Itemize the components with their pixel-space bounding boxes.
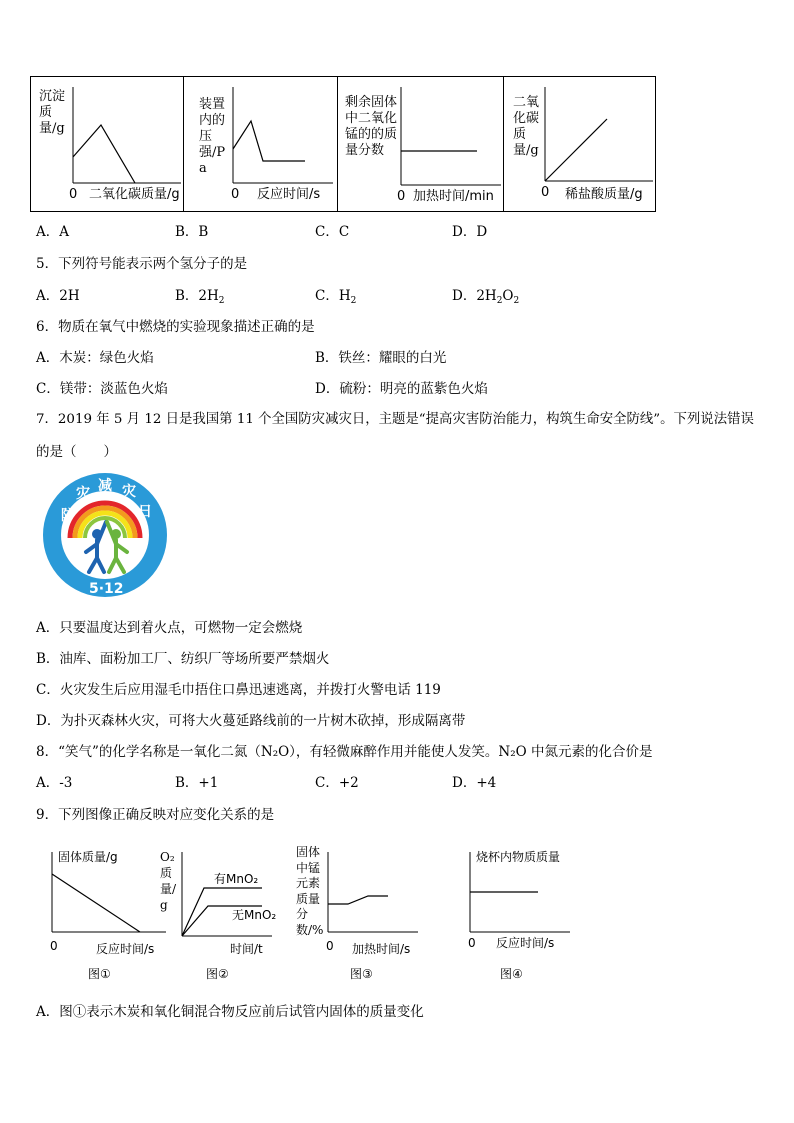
- q7-option-c[interactable]: C．火灾发生后应用湿毛巾捂住口鼻迅速逃离，并拨打火警电话 119: [36, 682, 441, 698]
- q9-stem: 9．下列图像正确反映对应变化关系的是: [36, 807, 275, 823]
- graph-d-origin: 0: [541, 185, 550, 200]
- q7-stem-line1: 7．2019 年 5 月 12 日是我国第 11 个全国防灾减灾日，主题是“提高灾害防治能力，构筑生命安全防线”。下列说法错误: [36, 412, 754, 427]
- fig2-xlabel: 时间/t: [230, 942, 263, 956]
- q9-option-a[interactable]: A．图①表示木炭和氧化铜混合物反应前后试管内固体的质量变化: [36, 1004, 424, 1020]
- q8-option-b[interactable]: B．+1: [175, 775, 219, 791]
- graph-a-ylabel: 沉淀质量/g: [39, 89, 66, 136]
- q5-option-d[interactable]: D．$2H_2O_2$: [452, 288, 520, 306]
- fig1-curve: [52, 874, 140, 932]
- q6-option-c[interactable]: C．镁带：淡蓝色火焰: [36, 381, 168, 397]
- q5-option-b[interactable]: B．$2H_2$: [175, 288, 225, 306]
- fig2-series-1: 有MnO₂: [214, 872, 259, 886]
- q4-graph-b: [183, 77, 338, 211]
- q6-option-a[interactable]: A．木炭：绿色火焰: [36, 350, 154, 366]
- q4-graph-c: [337, 77, 504, 211]
- logo-date: 5·12: [89, 581, 124, 597]
- fig1-caption: 图①: [88, 967, 111, 981]
- fig4-plot: [464, 848, 574, 948]
- q5-option-a[interactable]: A．2H: [36, 288, 80, 304]
- graph-c-ylabel: 剩余固体中二氧化锰的的质量分数: [345, 95, 398, 158]
- fig2-ylabel: O₂质量/g: [160, 850, 177, 912]
- graph-a-curve: [73, 125, 135, 183]
- q8-option-c[interactable]: C．+2: [315, 775, 359, 791]
- graph-d-xlabel: 稀盐酸质量/g: [565, 187, 643, 202]
- fig1-ylabel: 固体质量/g: [58, 850, 118, 864]
- q6-option-b[interactable]: B．铁丝：耀眼的白光: [315, 350, 447, 366]
- graph-a-origin: 0: [69, 187, 78, 202]
- fig2-caption: 图②: [206, 967, 229, 981]
- q4-option-a[interactable]: A．A: [36, 224, 69, 240]
- fig1-xlabel: 反应时间/s: [96, 942, 155, 956]
- logo-char-5: 日: [138, 504, 152, 520]
- graph-d-ylabel: 二氧化碳质量/g: [513, 95, 540, 158]
- fig4-ylabel: 烧杯内物质质量: [476, 850, 561, 864]
- fig3-curve: [328, 896, 388, 904]
- graph-b-curve: [233, 121, 305, 161]
- q4-graph-d: [503, 77, 655, 211]
- q4-option-c[interactable]: C．C: [315, 224, 350, 240]
- fig3-xlabel: 加热时间/s: [352, 942, 411, 956]
- q4-option-b[interactable]: B．B: [175, 224, 209, 240]
- graph-d-curve: [545, 119, 607, 181]
- fig3-plot: [322, 848, 422, 948]
- graph-b-xlabel: 反应时间/s: [257, 187, 321, 202]
- q4-option-d[interactable]: D．D: [452, 224, 488, 240]
- q4-graph-a: [31, 77, 184, 211]
- fig4-origin: 0: [468, 936, 476, 950]
- graph-c-xlabel: 加热时间/min: [413, 189, 494, 204]
- logo-char-1: 防: [61, 508, 75, 524]
- fig3-origin: 0: [326, 939, 334, 953]
- q7-option-b[interactable]: B．油库、面粉加工厂、纺织厂等场所要严禁烟火: [36, 651, 330, 667]
- q8-option-d[interactable]: D．+4: [452, 775, 497, 791]
- fig3-ylabel: 固体中锰元素质量分数/%: [296, 845, 324, 937]
- q8-option-a[interactable]: A．-3: [36, 775, 73, 791]
- graph-b-origin: 0: [231, 187, 240, 202]
- fig4-caption: 图④: [500, 967, 523, 981]
- logo-char-4: 灾: [122, 484, 136, 500]
- fig2-series-2: 无MnO₂: [232, 908, 277, 922]
- q6-stem: 6．物质在氧气中燃烧的实验现象描述正确的是: [36, 319, 315, 335]
- q7-option-d[interactable]: D．为扑灭森林火灾，可将大火蔓延路线前的一片树木砍掉，形成隔离带: [36, 713, 466, 729]
- graph-b-ylabel: 装置内的压强/Pa: [199, 97, 226, 176]
- q6-option-d[interactable]: D．硫粉：明亮的蓝紫色火焰: [315, 381, 488, 397]
- fig3-caption: 图③: [350, 967, 373, 981]
- fig2-plot: [176, 848, 276, 948]
- q5-option-c[interactable]: C．$H_2$: [315, 288, 357, 306]
- logo-char-3: 减: [98, 478, 112, 494]
- q7-option-a[interactable]: A．只要温度达到着火点，可燃物一定会燃烧: [36, 620, 303, 636]
- graph-c-origin: 0: [397, 189, 406, 204]
- fig4-xlabel: 反应时间/s: [496, 936, 555, 950]
- disaster-prevention-logo: [42, 472, 168, 598]
- q7-stem-line2: 的是（ ）: [36, 444, 117, 460]
- q5-stem: 5．下列符号能表示两个氢分子的是: [36, 256, 248, 272]
- logo-char-2: 灾: [76, 486, 90, 502]
- fig1-plot: [40, 848, 170, 948]
- q8-stem: 8．“笑气”的化学名称是一氧化二氮（N₂O），有轻微麻醉作用并能使人发笑。N₂O 中氮元素的化合价是: [36, 744, 653, 760]
- fig1-origin: 0: [50, 939, 58, 953]
- graph-a-xlabel: 二氧化碳质量/g: [89, 187, 180, 202]
- q4-graph-row: [30, 76, 656, 212]
